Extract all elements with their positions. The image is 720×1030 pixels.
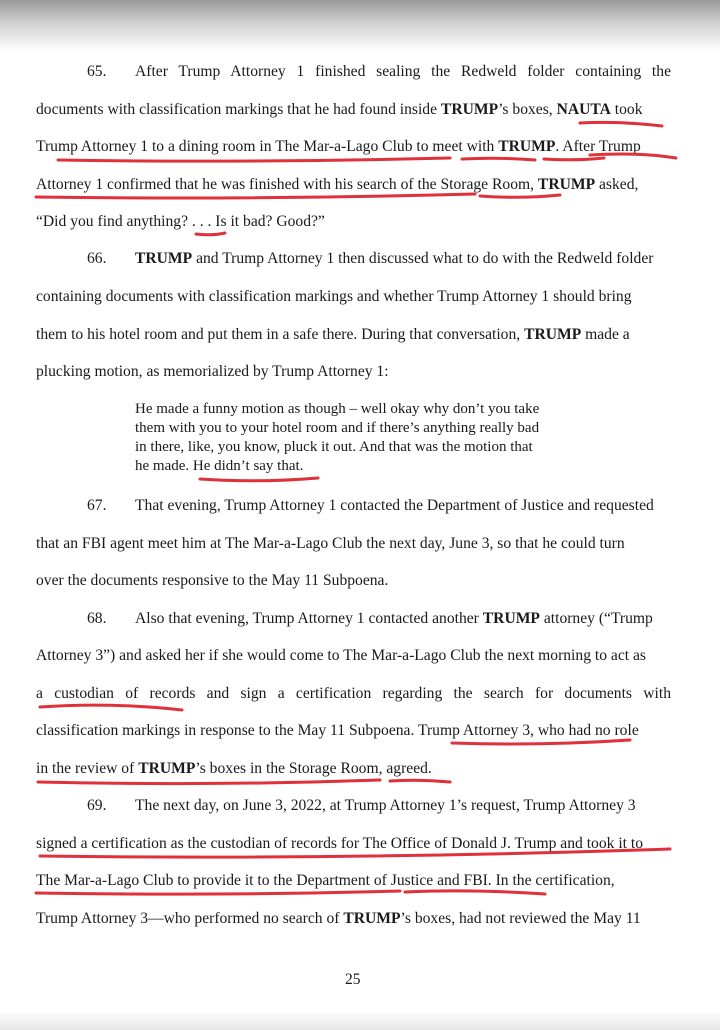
- paragraph-number-67: 67.: [87, 497, 107, 514]
- annotation-underline: [196, 233, 225, 235]
- annotation-underline: [58, 158, 450, 161]
- p68-line-2: Attorney 3”) and asked her if she would come to The Mar-a-Lago Club the next morning to act as: [36, 647, 646, 664]
- top-shadow: [0, 0, 720, 52]
- page-number: 25: [345, 971, 361, 988]
- annotation-underline: [480, 195, 560, 197]
- p66-line-1: TRUMP and Trump Attorney 1 then discussed what to do with the Redweld folder: [135, 250, 654, 267]
- p65-line-1: After Trump Attorney 1 finished sealing the Redweld folder containing the: [135, 63, 671, 80]
- bottom-shadow: [0, 1010, 720, 1030]
- p67-line-1: That evening, Trump Attorney 1 contacted the Department of Justice and requested: [135, 497, 654, 514]
- annotation-underline: [36, 891, 400, 894]
- p68-line-5: in the review of TRUMP’s boxes in the Storage Room, agreed.: [36, 760, 432, 777]
- paragraph-number-68: 68.: [87, 610, 107, 627]
- p67-line-3: over the documents responsive to the May 11 Subpoena.: [36, 572, 389, 589]
- annotation-underline: [544, 158, 604, 160]
- annotation-underline: [200, 478, 318, 481]
- p69-line-1: The next day, on June 3, 2022, at Trump Attorney 1’s request, Trump Attorney 3: [135, 797, 636, 814]
- p69-line-3: The Mar-a-Lago Club to provide it to the Department of Justice and FBI. In the certification,: [36, 872, 615, 889]
- p65-line-2: documents with classification markings that he had found inside TRUMP’s boxes, NAUTA took: [36, 101, 643, 118]
- p66-line-4: plucking motion, as memorialized by Trump Attorney 1:: [36, 363, 389, 380]
- quote-line-4: he made. He didn’t say that.: [135, 458, 304, 474]
- p69-line-4: Trump Attorney 3—who performed no search of TRUMP’s boxes, had not reviewed the May 11: [36, 910, 641, 927]
- p65-line-4: Attorney 1 confirmed that he was finished with his search of the Storage Room, TRUMP asked,: [36, 176, 639, 193]
- annotation-underline: [580, 122, 662, 126]
- p67-line-2: that an FBI agent meet him at The Mar-a-Lago Club the next day, June 3, so that he could turn: [36, 535, 625, 552]
- p69-line-2: signed a certification as the custodian of records for The Office of Donald J. Trump and took it to: [36, 835, 644, 852]
- annotation-underline: [462, 158, 535, 160]
- p66-line-2: containing documents with classification markings and whether Trump Attorney 1 should bring: [36, 288, 632, 305]
- p68-line-1: Also that evening, Trump Attorney 1 contacted another TRUMP attorney (“Trump: [135, 610, 653, 627]
- p65-line-3: Trump Attorney 1 to a dining room in The Mar-a-Lago Club to meet with TRUMP. After Trump: [36, 138, 641, 155]
- p65-line-5: “Did you find anything? . . . Is it bad? Good?”: [36, 213, 325, 230]
- quote-line-3: in there, like, you know, pluck it out. And that was the motion that: [135, 439, 533, 455]
- annotation-underline: [405, 891, 545, 894]
- p68-line-4: classification markings in response to the May 11 Subpoena. Trump Attorney 3, who had no role: [36, 722, 639, 739]
- p66-line-3: them to his hotel room and put them in a safe there. During that conversation, TRUMP made a: [36, 326, 630, 343]
- p68-line-3: a custodian of records and sign a certification regarding the search for documents with: [36, 685, 671, 702]
- annotation-underline: [38, 780, 380, 784]
- quote-line-1: He made a funny motion as though – well okay why don’t you take: [135, 401, 540, 417]
- quote-line-2: them with you to your hotel room and if there’s anything really bad: [135, 420, 540, 436]
- paragraph-number-66: 66.: [87, 250, 107, 267]
- paragraph-number-65: 65.: [87, 63, 107, 80]
- paragraph-number-69: 69.: [87, 797, 107, 814]
- annotation-underline: [390, 780, 450, 782]
- annotation-underline: [40, 705, 182, 710]
